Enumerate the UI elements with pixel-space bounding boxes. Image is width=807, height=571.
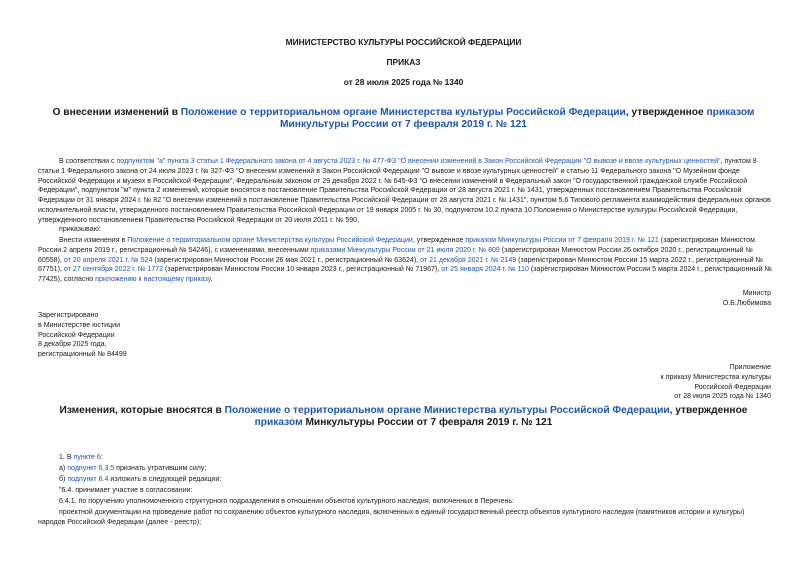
order-text: , утвержденное bbox=[412, 237, 466, 244]
item-6-4-1: 6.4.1. по поручению уполномоченного структурного подразделения в отношении объектов культурного наследия, включенных в Перечень: bbox=[59, 498, 515, 505]
subpoint-6-4-link[interactable]: подпункт 6.4 bbox=[67, 476, 109, 483]
signature-block bbox=[723, 289, 771, 309]
registration-block bbox=[38, 311, 127, 360]
item-1 bbox=[59, 453, 103, 463]
registration-line: в Министерстве юстиции bbox=[38, 321, 121, 329]
order-text: (зарегистрирован Минюстом России 15 марта 2022 г., регистрационный № 67751), bbox=[38, 256, 764, 274]
item-text: : bbox=[100, 454, 103, 461]
preamble-paragraph bbox=[38, 157, 772, 226]
order-text: (зарегистрирован Минюстом России 10 января 2023 г., регистрационный № 71967), bbox=[163, 266, 442, 274]
signature-name: О.Б.Любимова bbox=[722, 299, 771, 307]
appendix-line: к приказу Министерства культуры bbox=[660, 373, 771, 381]
item-text: б) bbox=[59, 476, 68, 483]
order-text: (зарегистрирован Минюстом России 5 марта 2024 г., регистрационный № 77425), согласно bbox=[38, 266, 772, 284]
order-text: . bbox=[210, 276, 213, 284]
appendix-line: Российской Федерации bbox=[694, 383, 771, 391]
law-link[interactable]: подпунктом "а" пункта 3 статьи 1 Федерального закона от 4 августа 2023 г. № 477-ФЗ "О внесении изменений в Закон Российской Федерации "О вывозе и ввозе культурных ценностей" bbox=[116, 158, 721, 165]
item-6-4: "6.4. принимает участие в согласовании: bbox=[59, 487, 193, 494]
amendment-link-1[interactable]: приказами Минкультуры России от 21 июля 2020 г. № 809 bbox=[310, 246, 500, 254]
item-a bbox=[59, 464, 206, 474]
changes-title bbox=[36, 405, 771, 429]
order-paragraph bbox=[38, 236, 772, 285]
preamble-text: В соответствии с bbox=[59, 158, 117, 165]
order-text: Внести изменения в bbox=[59, 237, 128, 244]
item-project-documentation: проектной документации на проведение работ по сохранению объектов культурного наследия, включенных в единый государственный реестр объектов культурного наследия (памятников истории и культуры) народов Российской Федерации (далее - реестр); bbox=[38, 509, 745, 526]
amendment-link-3[interactable]: от 21 декабря 2021 г. № 2149 bbox=[420, 256, 517, 264]
subpoint-6-3-5-link[interactable]: подпункт 6.3.5 bbox=[67, 465, 115, 472]
item-text: изложить в следующей редакции: bbox=[108, 476, 222, 483]
amendment-link-4[interactable]: от 27 сентября 2022 г. № 1772 bbox=[63, 266, 164, 274]
order-link[interactable]: приказом Минкультуры России от 7 февраля 2019 г. № 121 bbox=[280, 107, 755, 130]
order-link[interactable]: приказом bbox=[254, 417, 303, 428]
document-title bbox=[36, 107, 771, 131]
amendment-link-5[interactable]: от 25 января 2024 г. № 110 bbox=[441, 266, 529, 274]
changes-title-text: Изменения, которые вносятся в bbox=[59, 405, 225, 416]
regulation-link[interactable]: Положение о территориальном органе Министерства культуры Российской Федерации bbox=[224, 405, 670, 416]
appendix-block bbox=[661, 363, 771, 402]
order-text: (зарегистрирован Минюстом России 26 мая 2021 г., регистрационный № 63624), bbox=[152, 256, 421, 264]
document-type: ПРИКАЗ bbox=[386, 57, 421, 67]
registration-line: Российской Федерации bbox=[38, 331, 115, 339]
regulation-link[interactable]: Положение о территориальном органе Министерства культуры Российской Федерации bbox=[180, 107, 626, 118]
appendix-line: Приложение bbox=[729, 364, 771, 371]
item-text: а) bbox=[59, 465, 68, 472]
item-text: признать утратившим силу; bbox=[114, 465, 207, 472]
appendix-line: от 28 июля 2025 года № 1340 bbox=[674, 393, 771, 401]
appendix-link[interactable]: приложению к настоящему приказу bbox=[95, 276, 211, 284]
document-date-number: от 28 июля 2025 года № 1340 bbox=[343, 77, 464, 87]
title-text: , утвержденное bbox=[625, 107, 707, 118]
registration-line: регистрационный № 84499 bbox=[38, 351, 127, 359]
registration-line: 8 декабря 2025 года, bbox=[38, 341, 107, 349]
order-text: (зарегистрирован Минюстом России 26 октября 2020 г., регистрационный № 60558), bbox=[38, 246, 753, 264]
prikazyvayu-text: приказываю: bbox=[59, 226, 101, 233]
registration-line: Зарегистрировано bbox=[38, 312, 99, 319]
point-6-link[interactable]: пункте 6 bbox=[73, 454, 101, 461]
title-text: О внесении изменений в bbox=[52, 107, 181, 118]
ministry-heading: МИНИСТЕРСТВО КУЛЬТУРЫ РОССИЙСКОЙ ФЕДЕРАЦИИ bbox=[285, 37, 522, 47]
order-link[interactable]: приказом Минкультуры России от 7 февраля 2019 г. № 121 bbox=[465, 237, 659, 244]
preamble-text: , пунктом 8 статьи 1 Федерального закона от 24 июля 2023 г. № 327-ФЗ "О внесении изменений в Закон Российской Федерации "О вывозе и ввозе культурных ценностей" и статью 11 Федерального закона "О Музейном фонде Российской Федерации и музеях в Российской Федерации", Федеральным законом от 29 декабря 2022 г. № 645-ФЗ "О внесении изменений в Федеральный закон "О государственной гражданской службе Российской Федерации", подпунктом "м" пункта 2 изменений, которые вносятся в постановление Правительства Российской Федерации от 28 августа 2021 г. № 1431, утвержденных постановлением Правительства Российской Федерации от 31 января 2024 г. № 82 "О внесении изменений в постановление Правительства Российской Федерации от 28 августа 2021 г. № 1431", пунктом 5.6 Типового регламента взаимодействия федеральных органов исполнительной власти, утвержденного постановлением Правительства Российской Федерации от 19 января 2005 г. № 30, подпунктом 10.2 пункта 10 Положения о Министерстве культуры Российской Федерации, утвержденного постановлением Правительства Российской Федерации от 20 июля 2011 г. № 590, bbox=[38, 158, 771, 224]
item-b bbox=[59, 475, 221, 485]
order-text: (зарегистрирован Минюстом России 2 апреля 2019 г., регистрационный № 54246), с изменениями, внесенными bbox=[38, 237, 755, 254]
changes-title-text: , утвержденное bbox=[669, 405, 748, 416]
regulation-link[interactable]: Положение о территориальном органе Министерства культуры Российской Федерации bbox=[127, 237, 413, 244]
item-text: 1. В bbox=[59, 454, 74, 461]
amendment-link-2[interactable]: от 20 апреля 2021 г. № 524 bbox=[63, 256, 153, 264]
changes-title-text: Минкультуры России от 7 февраля 2019 г. № 121 bbox=[302, 417, 553, 428]
signature-position: Министр bbox=[742, 290, 771, 297]
